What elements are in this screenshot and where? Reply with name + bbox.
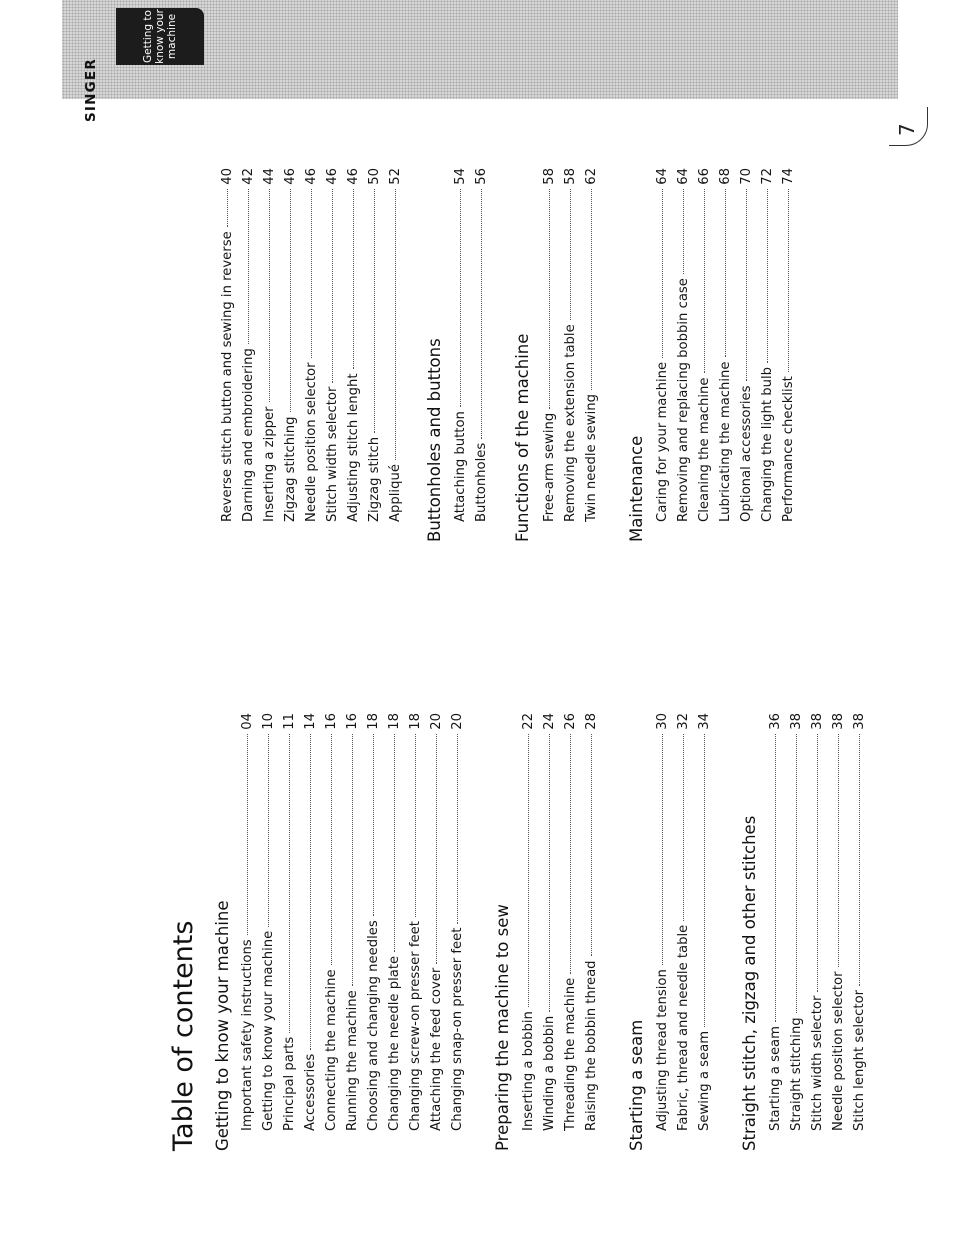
dot-leader — [817, 734, 818, 992]
toc-entry-label: Starting a seam — [768, 1026, 783, 1131]
dot-leader — [332, 189, 333, 383]
toc-entry-page: 46 — [304, 168, 319, 185]
toc-entry[interactable] — [542, 713, 563, 1131]
toc-entry[interactable] — [676, 713, 697, 1131]
toc-entry-label: Removing the extension table — [563, 324, 578, 522]
toc-entry-page: 56 — [474, 168, 489, 185]
toc-entry-page: 18 — [387, 713, 402, 730]
dot-leader — [481, 189, 482, 439]
toc-entry-page: 70 — [739, 168, 754, 185]
dot-leader — [838, 734, 839, 968]
toc-entry-label: Winding a bobbin — [542, 1015, 557, 1131]
toc-entry[interactable] — [324, 713, 345, 1131]
dot-leader — [460, 189, 461, 407]
section-heading: Getting to know your machine — [213, 900, 232, 1151]
toc-entry-label: Principal parts — [282, 1036, 297, 1131]
toc-entry[interactable] — [810, 713, 831, 1131]
toc-entry[interactable] — [852, 713, 873, 1131]
dot-leader — [859, 734, 860, 986]
dot-leader — [767, 189, 768, 363]
toc-entry[interactable] — [304, 168, 325, 522]
dot-leader — [394, 734, 395, 952]
dot-leader — [683, 734, 684, 921]
toc-entry[interactable] — [542, 168, 563, 522]
toc-entry-label: Stitch lenght selector — [852, 989, 867, 1131]
dot-leader — [373, 734, 374, 916]
dot-leader — [415, 734, 416, 917]
toc-entry-label: Darning and embroidering — [241, 348, 256, 522]
toc-entry[interactable] — [789, 713, 810, 1131]
toc-entry-page: 10 — [261, 713, 276, 730]
section-heading: Maintenance — [627, 435, 646, 542]
toc-entry[interactable] — [521, 713, 542, 1131]
dot-leader — [331, 734, 332, 966]
page-number-value: 7 — [895, 123, 919, 136]
toc-entry-label: Getting to know your machine — [261, 930, 276, 1131]
toc-entry[interactable] — [366, 713, 387, 1131]
dot-leader — [395, 189, 396, 460]
toc-entry-label: Removing and replacing bobbin case — [676, 278, 691, 522]
dot-leader — [311, 189, 312, 359]
section-tab-label: Getting to know your machine — [142, 9, 178, 64]
toc-entry-label: Attaching button — [453, 411, 468, 522]
toc-entry[interactable] — [303, 713, 324, 1131]
toc-entry-page: 30 — [655, 713, 670, 730]
dot-leader — [549, 734, 550, 1012]
dot-leader — [775, 734, 776, 1022]
toc-entry-page: 36 — [768, 713, 783, 730]
toc-entry[interactable] — [563, 168, 584, 522]
toc-entry-page: 50 — [367, 168, 382, 185]
dot-leader — [227, 189, 228, 228]
dot-leader — [746, 189, 747, 382]
toc-entry-label: Needle position selector — [304, 362, 319, 522]
dot-leader — [591, 734, 592, 957]
dot-leader — [353, 189, 354, 370]
section-heading: Starting a seam — [627, 1019, 646, 1151]
toc-entry-label: Twin needle sewing — [584, 394, 599, 522]
dot-leader — [248, 189, 249, 344]
toc-entry[interactable] — [584, 168, 605, 522]
toc-entry-page: 58 — [563, 168, 578, 185]
toc-entry[interactable] — [262, 168, 283, 522]
toc-entry-page: 42 — [241, 168, 256, 185]
section-heading: Buttonholes and buttons — [425, 338, 444, 542]
toc-entry[interactable] — [655, 713, 676, 1131]
toc-entry-page: 46 — [283, 168, 298, 185]
toc-entry-page: 24 — [542, 713, 557, 730]
section-tab[interactable] — [116, 8, 204, 65]
toc-entry-label: Important safety instructions — [240, 939, 255, 1131]
toc-entry[interactable] — [676, 168, 697, 522]
toc-entry-page: 64 — [676, 168, 691, 185]
page-title: Table of contents — [168, 920, 199, 1151]
dot-leader — [796, 734, 797, 1014]
toc-entry-page: 18 — [366, 713, 381, 730]
toc-entry[interactable] — [563, 713, 584, 1131]
toc-entry[interactable] — [718, 168, 739, 522]
toc-entry-page: 16 — [324, 713, 339, 730]
toc-entry[interactable] — [655, 168, 676, 522]
toc-entry-label: Adjusting thread tension — [655, 969, 670, 1131]
dot-leader — [570, 189, 571, 321]
toc-entry[interactable] — [345, 713, 366, 1131]
toc-entry-page: 04 — [240, 713, 255, 730]
dot-leader — [352, 734, 353, 986]
toc-entry[interactable] — [831, 713, 852, 1131]
dot-leader — [247, 734, 248, 936]
dot-leader — [436, 734, 437, 964]
toc-entry[interactable] — [240, 713, 261, 1131]
toc-entry-label: Needle position selector — [831, 971, 846, 1131]
dot-leader — [457, 734, 458, 924]
toc-entry-label: Appliqué — [388, 464, 403, 522]
toc-entry-page: 66 — [697, 168, 712, 185]
toc-entry-label: Stitch width selector — [810, 995, 825, 1131]
toc-entry-page: 64 — [655, 168, 670, 185]
toc-entry-page: 38 — [831, 713, 846, 730]
toc-entry-label: Changing the light bulb — [760, 367, 775, 522]
toc-entry-label: Performance checklist — [781, 376, 796, 522]
toc-entry-page: 74 — [781, 168, 796, 185]
toc-entry-label: Cleaning the machine — [697, 377, 712, 522]
toc-entry-page: 54 — [453, 168, 468, 185]
toc-entry-label: Connecting the machine — [324, 969, 339, 1131]
toc-entry-label: Threading the machine — [563, 977, 578, 1131]
toc-entry-label: Optional accessories — [739, 385, 754, 522]
toc-entry-page: 46 — [346, 168, 361, 185]
dot-leader — [374, 189, 375, 433]
dot-leader — [269, 189, 270, 403]
toc-entry-label: Zigzag stitch — [367, 436, 382, 522]
toc-entry-label: Choosing and changing needles — [366, 920, 381, 1131]
toc-entry-label: Changing screw-on presser feet — [408, 921, 423, 1131]
toc-entry-page: 16 — [345, 713, 360, 730]
toc-entry[interactable] — [367, 168, 388, 522]
toc-entry-page: 32 — [676, 713, 691, 730]
dot-leader — [268, 734, 269, 927]
toc-entry-page: 18 — [408, 713, 423, 730]
toc-entry[interactable] — [450, 713, 471, 1131]
toc-entry[interactable] — [739, 168, 760, 522]
toc-entry-page: 26 — [563, 713, 578, 730]
toc-entry[interactable] — [283, 168, 304, 522]
toc-entry[interactable] — [697, 168, 718, 522]
toc-entry[interactable] — [241, 168, 262, 522]
section-heading: Straight stitch, zigzag and other stitches — [740, 815, 759, 1151]
toc-entry-page: 40 — [220, 168, 235, 185]
toc-entry-label: Straight stitching — [789, 1017, 804, 1131]
toc-entry[interactable] — [282, 713, 303, 1131]
toc-entry-page: 14 — [303, 713, 318, 730]
toc-entry-label: Sewing a seam — [697, 1030, 712, 1131]
toc-entry[interactable] — [220, 168, 241, 522]
dot-leader — [310, 734, 311, 1050]
section-heading: Preparing the machine to sew — [493, 904, 512, 1151]
toc-entry-page: 20 — [429, 713, 444, 730]
toc-entry-label: Stitch width selector — [325, 386, 340, 522]
page-number — [885, 100, 935, 150]
toc-entry-page: 52 — [388, 168, 403, 185]
toc-entry[interactable] — [760, 168, 781, 522]
toc-entry-label: Running the machine — [345, 990, 360, 1131]
toc-entry[interactable] — [325, 168, 346, 522]
toc-entry-label: Inserting a zipper — [262, 406, 277, 522]
toc-entry-label: Inserting a bobbin — [521, 1011, 536, 1131]
toc-entry-page: 11 — [282, 713, 297, 730]
toc-entry-label: Lubricating the machine — [718, 361, 733, 522]
dot-leader — [704, 734, 705, 1027]
toc-entry-page: 22 — [521, 713, 536, 730]
toc-entry[interactable] — [429, 713, 450, 1131]
toc-entry-page: 62 — [584, 168, 599, 185]
toc-entry-label: Changing snap-on presser feet — [450, 927, 465, 1131]
toc-entry[interactable] — [387, 713, 408, 1131]
toc-entry-label: Zigzag stitching — [283, 416, 298, 522]
toc-entry-page: 38 — [810, 713, 825, 730]
toc-entry[interactable] — [768, 713, 789, 1131]
dot-leader — [528, 734, 529, 1007]
toc-entry[interactable] — [697, 713, 718, 1131]
toc-entry-page: 68 — [718, 168, 733, 185]
toc-entry-label: Reverse stitch button and sewing in reverse — [220, 231, 235, 522]
dot-leader — [662, 189, 663, 358]
toc-entry-label: Changing the needle plate — [387, 955, 402, 1131]
toc-entry-label: Raising the bobbin thread — [584, 960, 599, 1131]
dot-leader — [570, 734, 571, 974]
section-heading: Functions of the machine — [513, 333, 532, 542]
toc-entry-label: Attaching the feed cover — [429, 967, 444, 1131]
dot-leader — [289, 734, 290, 1033]
dot-leader — [549, 189, 550, 409]
dot-leader — [788, 189, 789, 372]
toc-entry[interactable] — [346, 168, 367, 522]
toc-entry-page: 20 — [450, 713, 465, 730]
dot-leader — [591, 189, 592, 390]
toc-entry[interactable] — [261, 713, 282, 1131]
toc-entry-label: Caring for your machine — [655, 361, 670, 522]
toc-entry-label: Accessories — [303, 1053, 318, 1131]
dot-leader — [662, 734, 663, 965]
toc-entry-page: 58 — [542, 168, 557, 185]
toc-entry-label: Fabric, thread and needle table — [676, 924, 691, 1131]
dot-leader — [290, 189, 291, 413]
toc-entry-label: Buttonholes — [474, 442, 489, 522]
brand-logo: SINGER — [83, 58, 99, 122]
dot-leader — [704, 189, 705, 374]
toc-entry[interactable] — [584, 713, 605, 1131]
toc-entry[interactable] — [781, 168, 802, 522]
dot-leader — [725, 189, 726, 358]
toc-entry-page: 44 — [262, 168, 277, 185]
toc-entry-page: 38 — [789, 713, 804, 730]
toc-entry-page: 34 — [697, 713, 712, 730]
toc-entry-label: Free-arm sewing — [542, 412, 557, 522]
toc-entry[interactable] — [408, 713, 429, 1131]
dot-leader — [683, 189, 684, 274]
toc-entry-label: Adjusting stitch lenght — [346, 373, 361, 522]
toc-entry-page: 72 — [760, 168, 775, 185]
toc-entry[interactable] — [388, 168, 409, 522]
toc-entry-page: 38 — [852, 713, 867, 730]
toc-entry[interactable] — [474, 168, 495, 522]
toc-entry[interactable] — [453, 168, 474, 522]
toc-entry-page: 46 — [325, 168, 340, 185]
toc-entry-page: 28 — [584, 713, 599, 730]
